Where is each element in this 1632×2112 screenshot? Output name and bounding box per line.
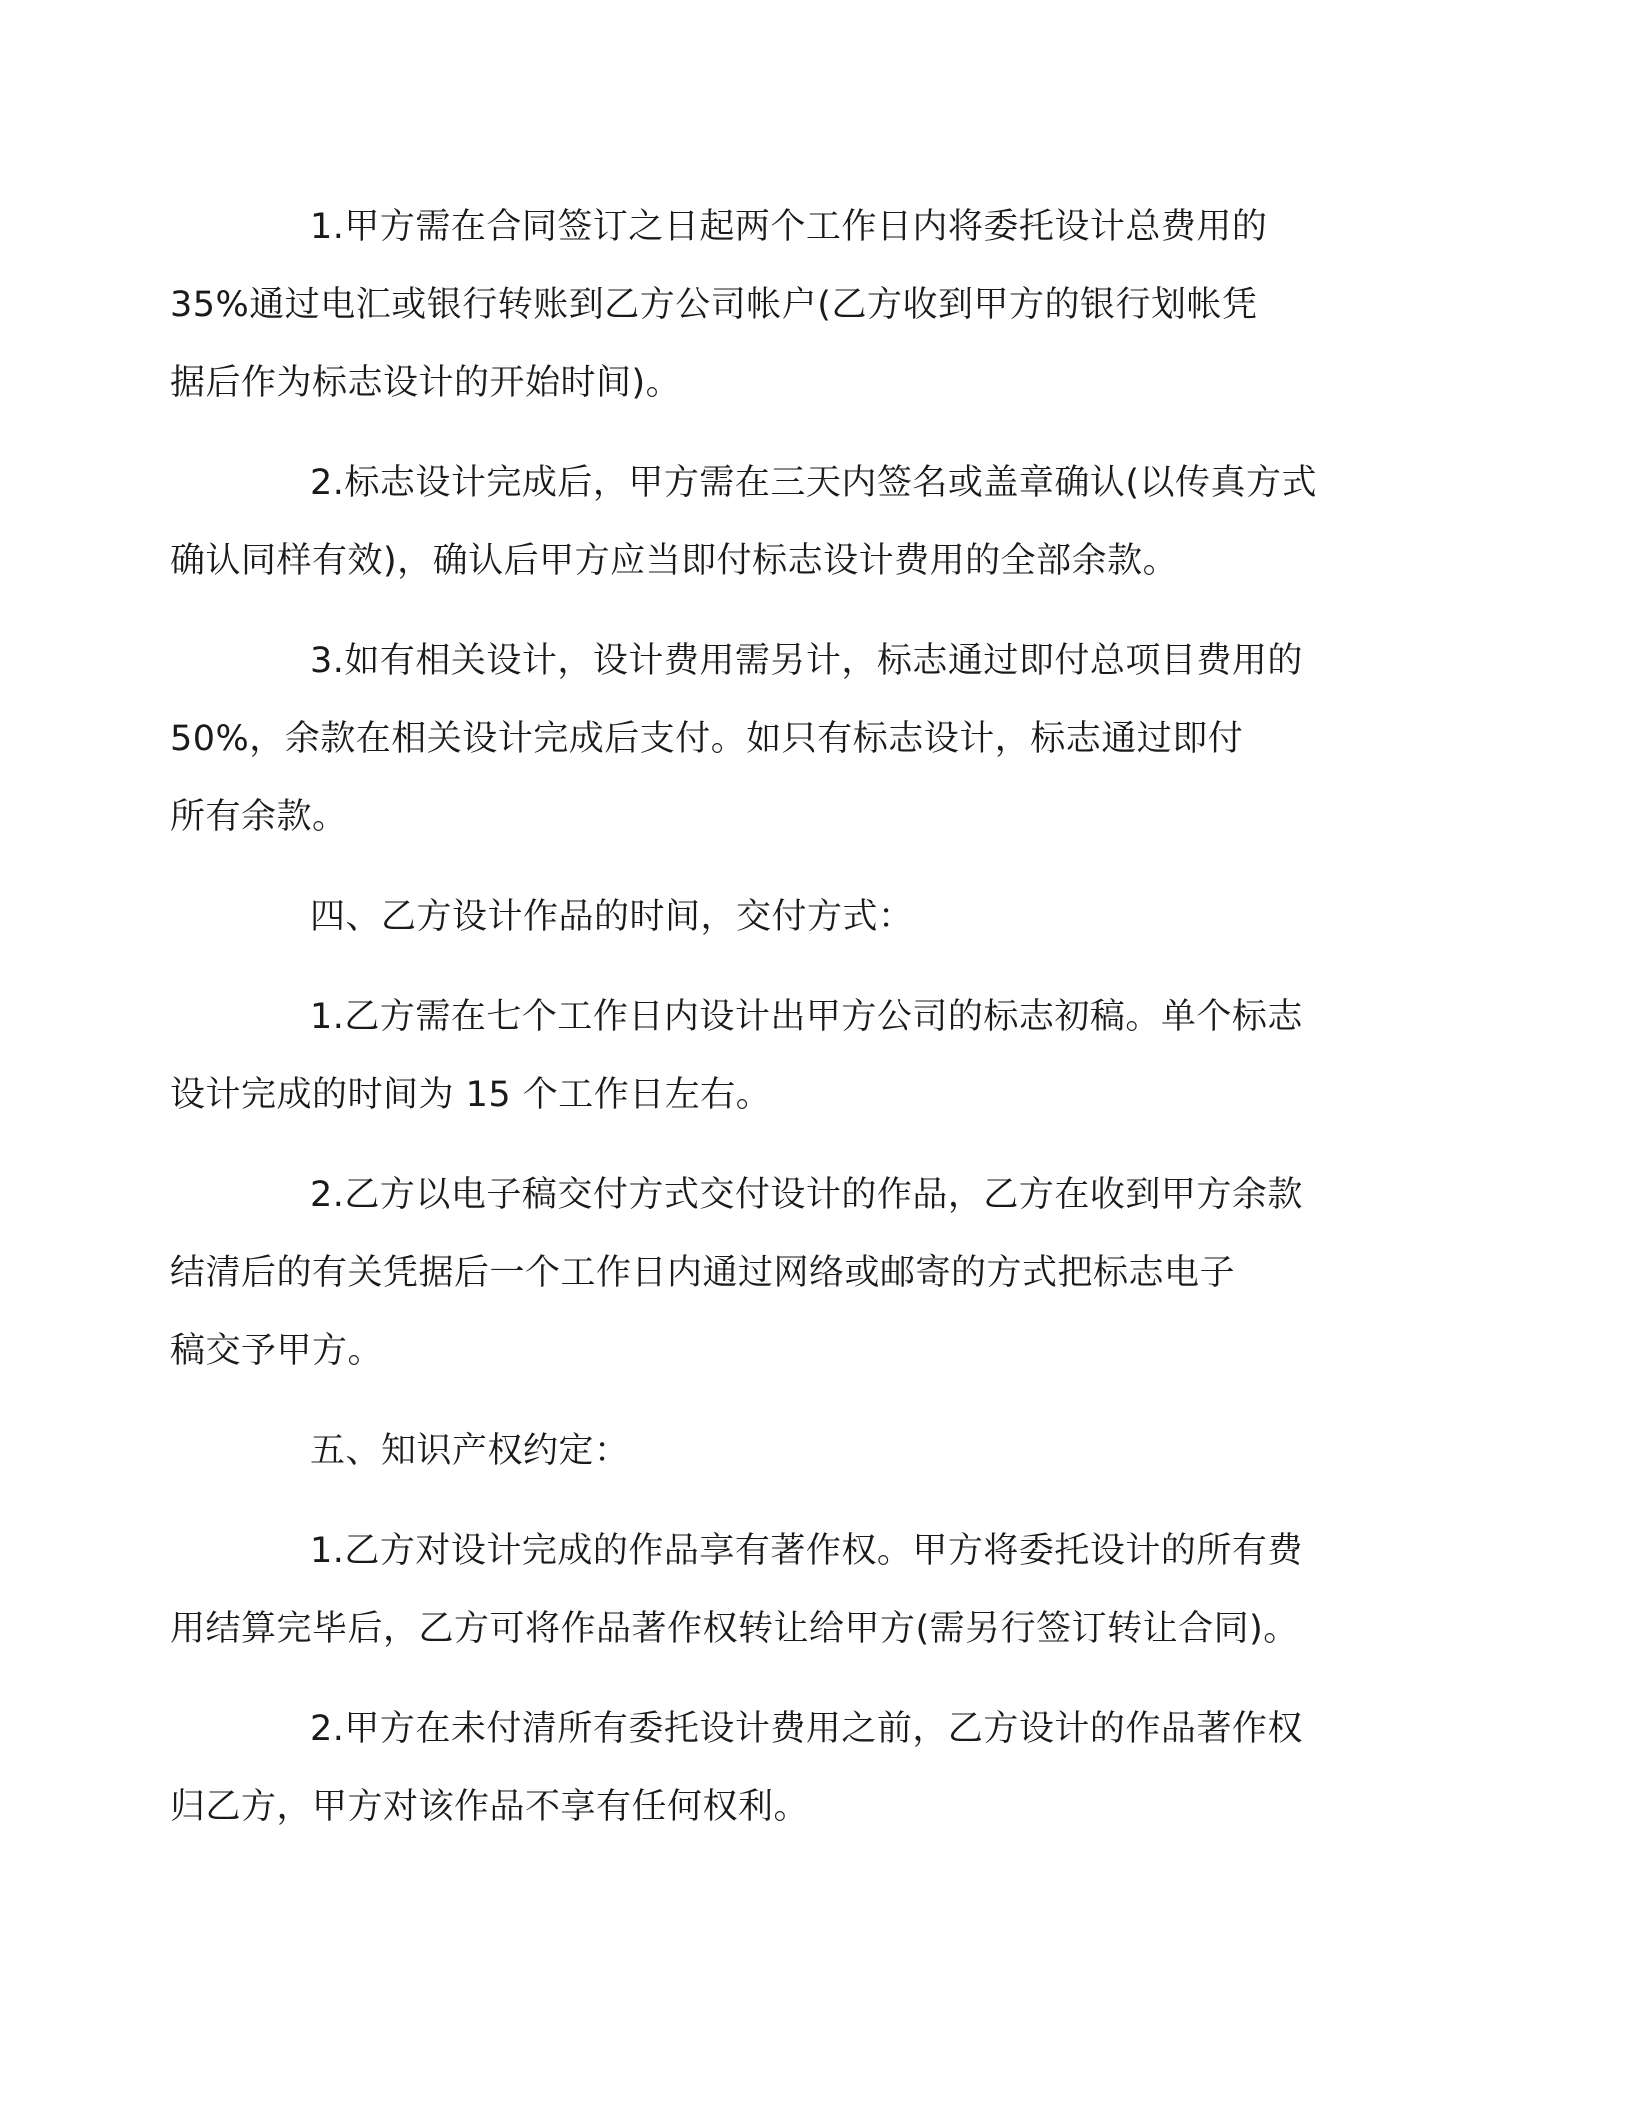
section-heading-5 — [240, 1412, 1412, 1490]
paragraph-payment-2 — [170, 444, 1412, 600]
text-line: 用结算完毕后，乙方可将作品著作权转让给甲方(需另行签订转让合同)。 — [170, 1609, 1299, 1649]
text-line: 35%通过电汇或银行转账到乙方公司帐户(乙方收到甲方的银行划帐凭 — [170, 285, 1258, 325]
paragraph-ip-1 — [170, 1512, 1412, 1668]
text-line: 50%，余款在相关设计完成后支付。如只有标志设计，标志通过即付 — [170, 719, 1244, 759]
text-line: 稿交予甲方。 — [170, 1331, 384, 1371]
text-line: 2.标志设计完成后，甲方需在三天内签名或盖章确认(以传真方式 — [310, 463, 1318, 503]
paragraph-delivery-1 — [170, 978, 1412, 1134]
text-line: 归乙方，甲方对该作品不享有任何权利。 — [170, 1787, 810, 1827]
section-heading-4 — [240, 878, 1412, 956]
text-line: 四、乙方设计作品的时间，交付方式： — [310, 897, 914, 937]
text-line: 设计完成的时间为 15 个工作日左右。 — [170, 1075, 772, 1115]
text-line: 2.甲方在未付清所有委托设计费用之前，乙方设计的作品著作权 — [310, 1709, 1303, 1749]
text-line: 1.乙方对设计完成的作品享有著作权。甲方将委托设计的所有费 — [310, 1531, 1303, 1571]
text-line: 确认同样有效)，确认后甲方应当即付标志设计费用的全部余款。 — [170, 541, 1179, 581]
text-line: 1.乙方需在七个工作日内设计出甲方公司的标志初稿。单个标志 — [310, 997, 1303, 1037]
text-line: 2.乙方以电子稿交付方式交付设计的作品，乙方在收到甲方余款 — [310, 1175, 1303, 1215]
text-line: 五、知识产权约定： — [310, 1431, 630, 1471]
text-line: 3.如有相关设计，设计费用需另计，标志通过即付总项目费用的 — [310, 641, 1303, 681]
paragraph-ip-2 — [170, 1690, 1412, 1846]
text-line: 据后作为标志设计的开始时间)。 — [170, 363, 682, 403]
text-line: 所有余款。 — [170, 797, 348, 837]
paragraph-payment-1 — [170, 188, 1412, 422]
text-line: 1.甲方需在合同签订之日起两个工作日内将委托设计总费用的 — [310, 207, 1268, 247]
paragraph-delivery-2 — [170, 1156, 1412, 1390]
paragraph-payment-3 — [170, 622, 1412, 856]
text-line: 结清后的有关凭据后一个工作日内通过网络或邮寄的方式把标志电子 — [170, 1253, 1236, 1293]
